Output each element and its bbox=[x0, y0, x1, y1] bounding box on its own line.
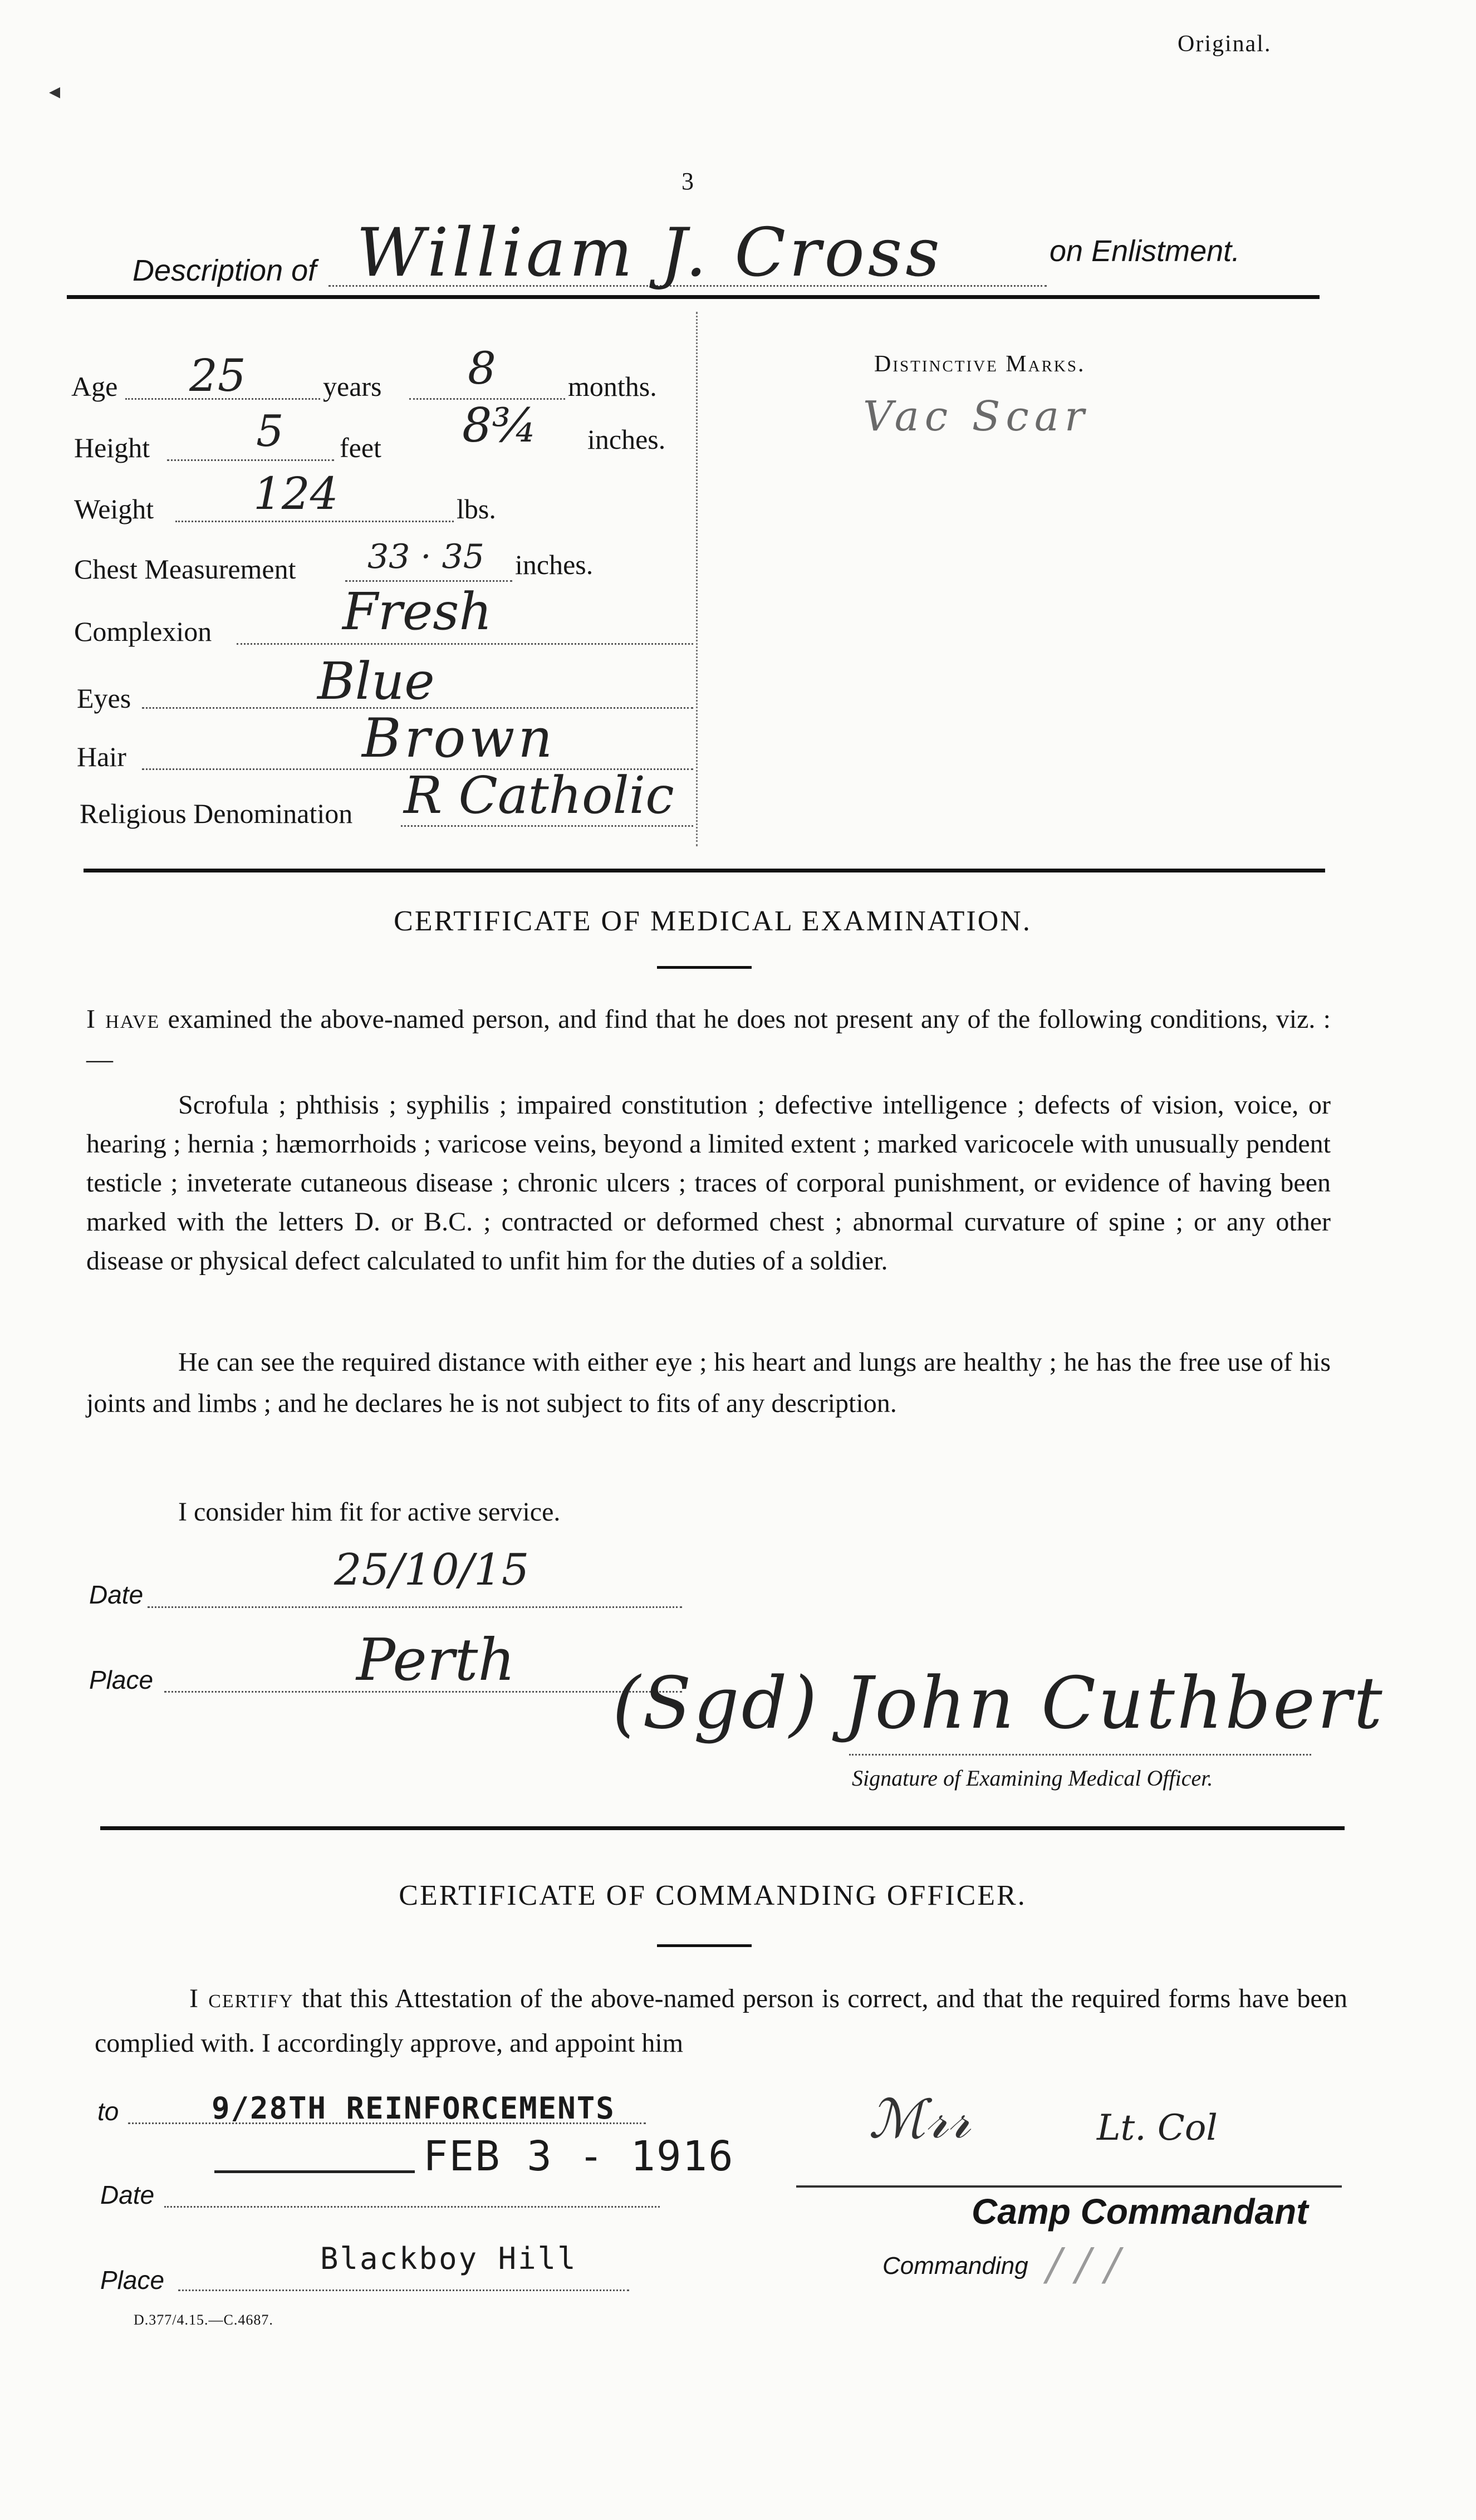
religion-value: R Catholic bbox=[404, 766, 674, 825]
commanding-label: Commanding bbox=[882, 2252, 1028, 2279]
religion-label: Religious Denomination bbox=[80, 798, 353, 829]
medical-officer-signature: (Sgd) John Cuthbert bbox=[612, 1662, 1385, 1745]
medical-intro bbox=[86, 999, 1331, 1080]
age-months-value: 8 bbox=[468, 342, 496, 394]
commanding-place-label: Place bbox=[100, 2266, 165, 2295]
medical-place-value: Perth bbox=[356, 1626, 516, 1694]
commanding-certify bbox=[95, 1977, 1347, 2066]
commanding-faint-signature: / / / bbox=[1047, 2238, 1120, 2290]
medical-signature-line bbox=[849, 1754, 1311, 1756]
medical-date-value: 25/10/15 bbox=[334, 1545, 529, 1595]
lbs-label: lbs. bbox=[457, 493, 496, 524]
officer-signature-scrawl: ℳ𝓇𝓇 bbox=[869, 2088, 970, 2150]
corner-arrow-icon: ◂ bbox=[49, 79, 61, 104]
officer-signature-line bbox=[796, 2185, 1342, 2188]
soldier-name: William J. Cross bbox=[356, 214, 943, 292]
commanding-heading: CERTIFICATE OF COMMANDING OFFICER. bbox=[399, 1880, 1027, 1911]
medical-conditions: Scrofula ; phthisis ; syphilis ; impaired constitution ; defective intelligence ; defects of vision, voice, or hearing ; hernia ; hæmorrhoids ; varicose veins, beyond a limited extent ; marked varicocele with unusually pendent testicle ; inveterate cutaneous disease ; chronic ulcers ; traces of corporal punishment, or evidence of having been marked with the letters D. or B.C. ; contracted or deformed chest ; abnormal curvature of spine ; or any other disease or physical defect calculated to unfit him for the duties of a soldier. bbox=[86, 1090, 1331, 1276]
medical-intro-rest: examined the above-named person, and find that he does not present any of the following conditions, viz. :— bbox=[86, 1004, 1331, 1074]
hair-label: Hair bbox=[77, 741, 126, 772]
religion-line bbox=[401, 825, 693, 827]
commanding-date-label: Date bbox=[100, 2180, 155, 2209]
medical-sight-statement: He can see the required distance with either eye ; his heart and lungs are healthy ; he has the free use of his joints and limbs ; and he declares he is not subject to fits of any description. bbox=[86, 1347, 1331, 1418]
original-mark: Original. bbox=[1178, 31, 1272, 57]
distinctive-marks-label: Distinctive Marks. bbox=[874, 351, 1086, 377]
chest-unit: inches. bbox=[515, 549, 594, 580]
medical-place-label: Place bbox=[89, 1665, 154, 1694]
description-bottom-rule bbox=[84, 869, 1325, 872]
hair-value: Brown bbox=[362, 707, 556, 769]
eyes-label: Eyes bbox=[77, 683, 131, 714]
commanding-to-label: to bbox=[97, 2097, 119, 2126]
weight-label: Weight bbox=[74, 493, 154, 524]
weight-value: 124 bbox=[253, 468, 339, 519]
medical-intro-lead: I have bbox=[86, 1004, 160, 1034]
commanding-date-line bbox=[164, 2206, 660, 2208]
eyes-value: Blue bbox=[317, 651, 435, 711]
chest-value: 33 · 35 bbox=[367, 537, 484, 576]
months-label: months. bbox=[568, 371, 657, 402]
years-label: years bbox=[323, 371, 382, 402]
place-stamp: Blackboy Hill bbox=[320, 2241, 577, 2276]
height-label: Height bbox=[74, 432, 150, 463]
height-feet-line bbox=[167, 459, 334, 461]
date-stamp: FEB 3 - 1916 bbox=[423, 2132, 734, 2180]
complexion-line bbox=[237, 643, 693, 645]
complexion-value: Fresh bbox=[342, 582, 492, 641]
medical-signature-caption: Signature of Examining Medical Officer. bbox=[852, 1766, 1213, 1791]
description-prefix: Description of bbox=[133, 254, 317, 287]
form-number: D.377/4.15.—C.4687. bbox=[134, 2312, 273, 2328]
complexion-label: Complexion bbox=[74, 616, 212, 647]
page-number: 3 bbox=[681, 168, 694, 195]
medical-bottom-rule bbox=[100, 1826, 1345, 1830]
date-stamp-bar bbox=[214, 2170, 415, 2173]
medical-date-label: Date bbox=[89, 1580, 144, 1609]
officer-stamp: Camp Commandant bbox=[972, 2191, 1308, 2232]
height-feet-value: 5 bbox=[256, 406, 284, 457]
medical-heading-underline bbox=[657, 966, 752, 969]
medical-fit-statement: I consider him fit for active service. bbox=[178, 1497, 561, 1527]
weight-line bbox=[175, 521, 454, 522]
officer-signature: Lt. Col bbox=[1097, 2107, 1218, 2149]
distinctive-marks-value: Vac Scar bbox=[863, 393, 1090, 440]
column-divider bbox=[696, 312, 698, 846]
commanding-place-line bbox=[178, 2289, 629, 2291]
age-years-value: 25 bbox=[189, 350, 246, 401]
commanding-certify-rest: that this Attestation of the above-named person is correct, and that the required forms have been complied with. I accordingly approve, and appoint him bbox=[95, 1984, 1348, 2058]
feet-label: feet bbox=[340, 432, 381, 463]
height-inches-value: 8¾ bbox=[462, 398, 537, 453]
description-suffix: on Enlistment. bbox=[1050, 234, 1240, 268]
inches-label: inches. bbox=[587, 424, 666, 455]
unit-stamp: 9/28TH REINFORCEMENTS bbox=[212, 2091, 615, 2126]
medical-heading: CERTIFICATE OF MEDICAL EXAMINATION. bbox=[394, 905, 1032, 937]
commanding-heading-underline bbox=[657, 1944, 752, 1947]
top-rule bbox=[67, 295, 1320, 299]
commanding-certify-lead: I certify bbox=[189, 1984, 294, 2013]
age-label: Age bbox=[71, 371, 118, 402]
medical-date-line bbox=[148, 1606, 682, 1608]
chest-label: Chest Measurement bbox=[74, 553, 296, 585]
